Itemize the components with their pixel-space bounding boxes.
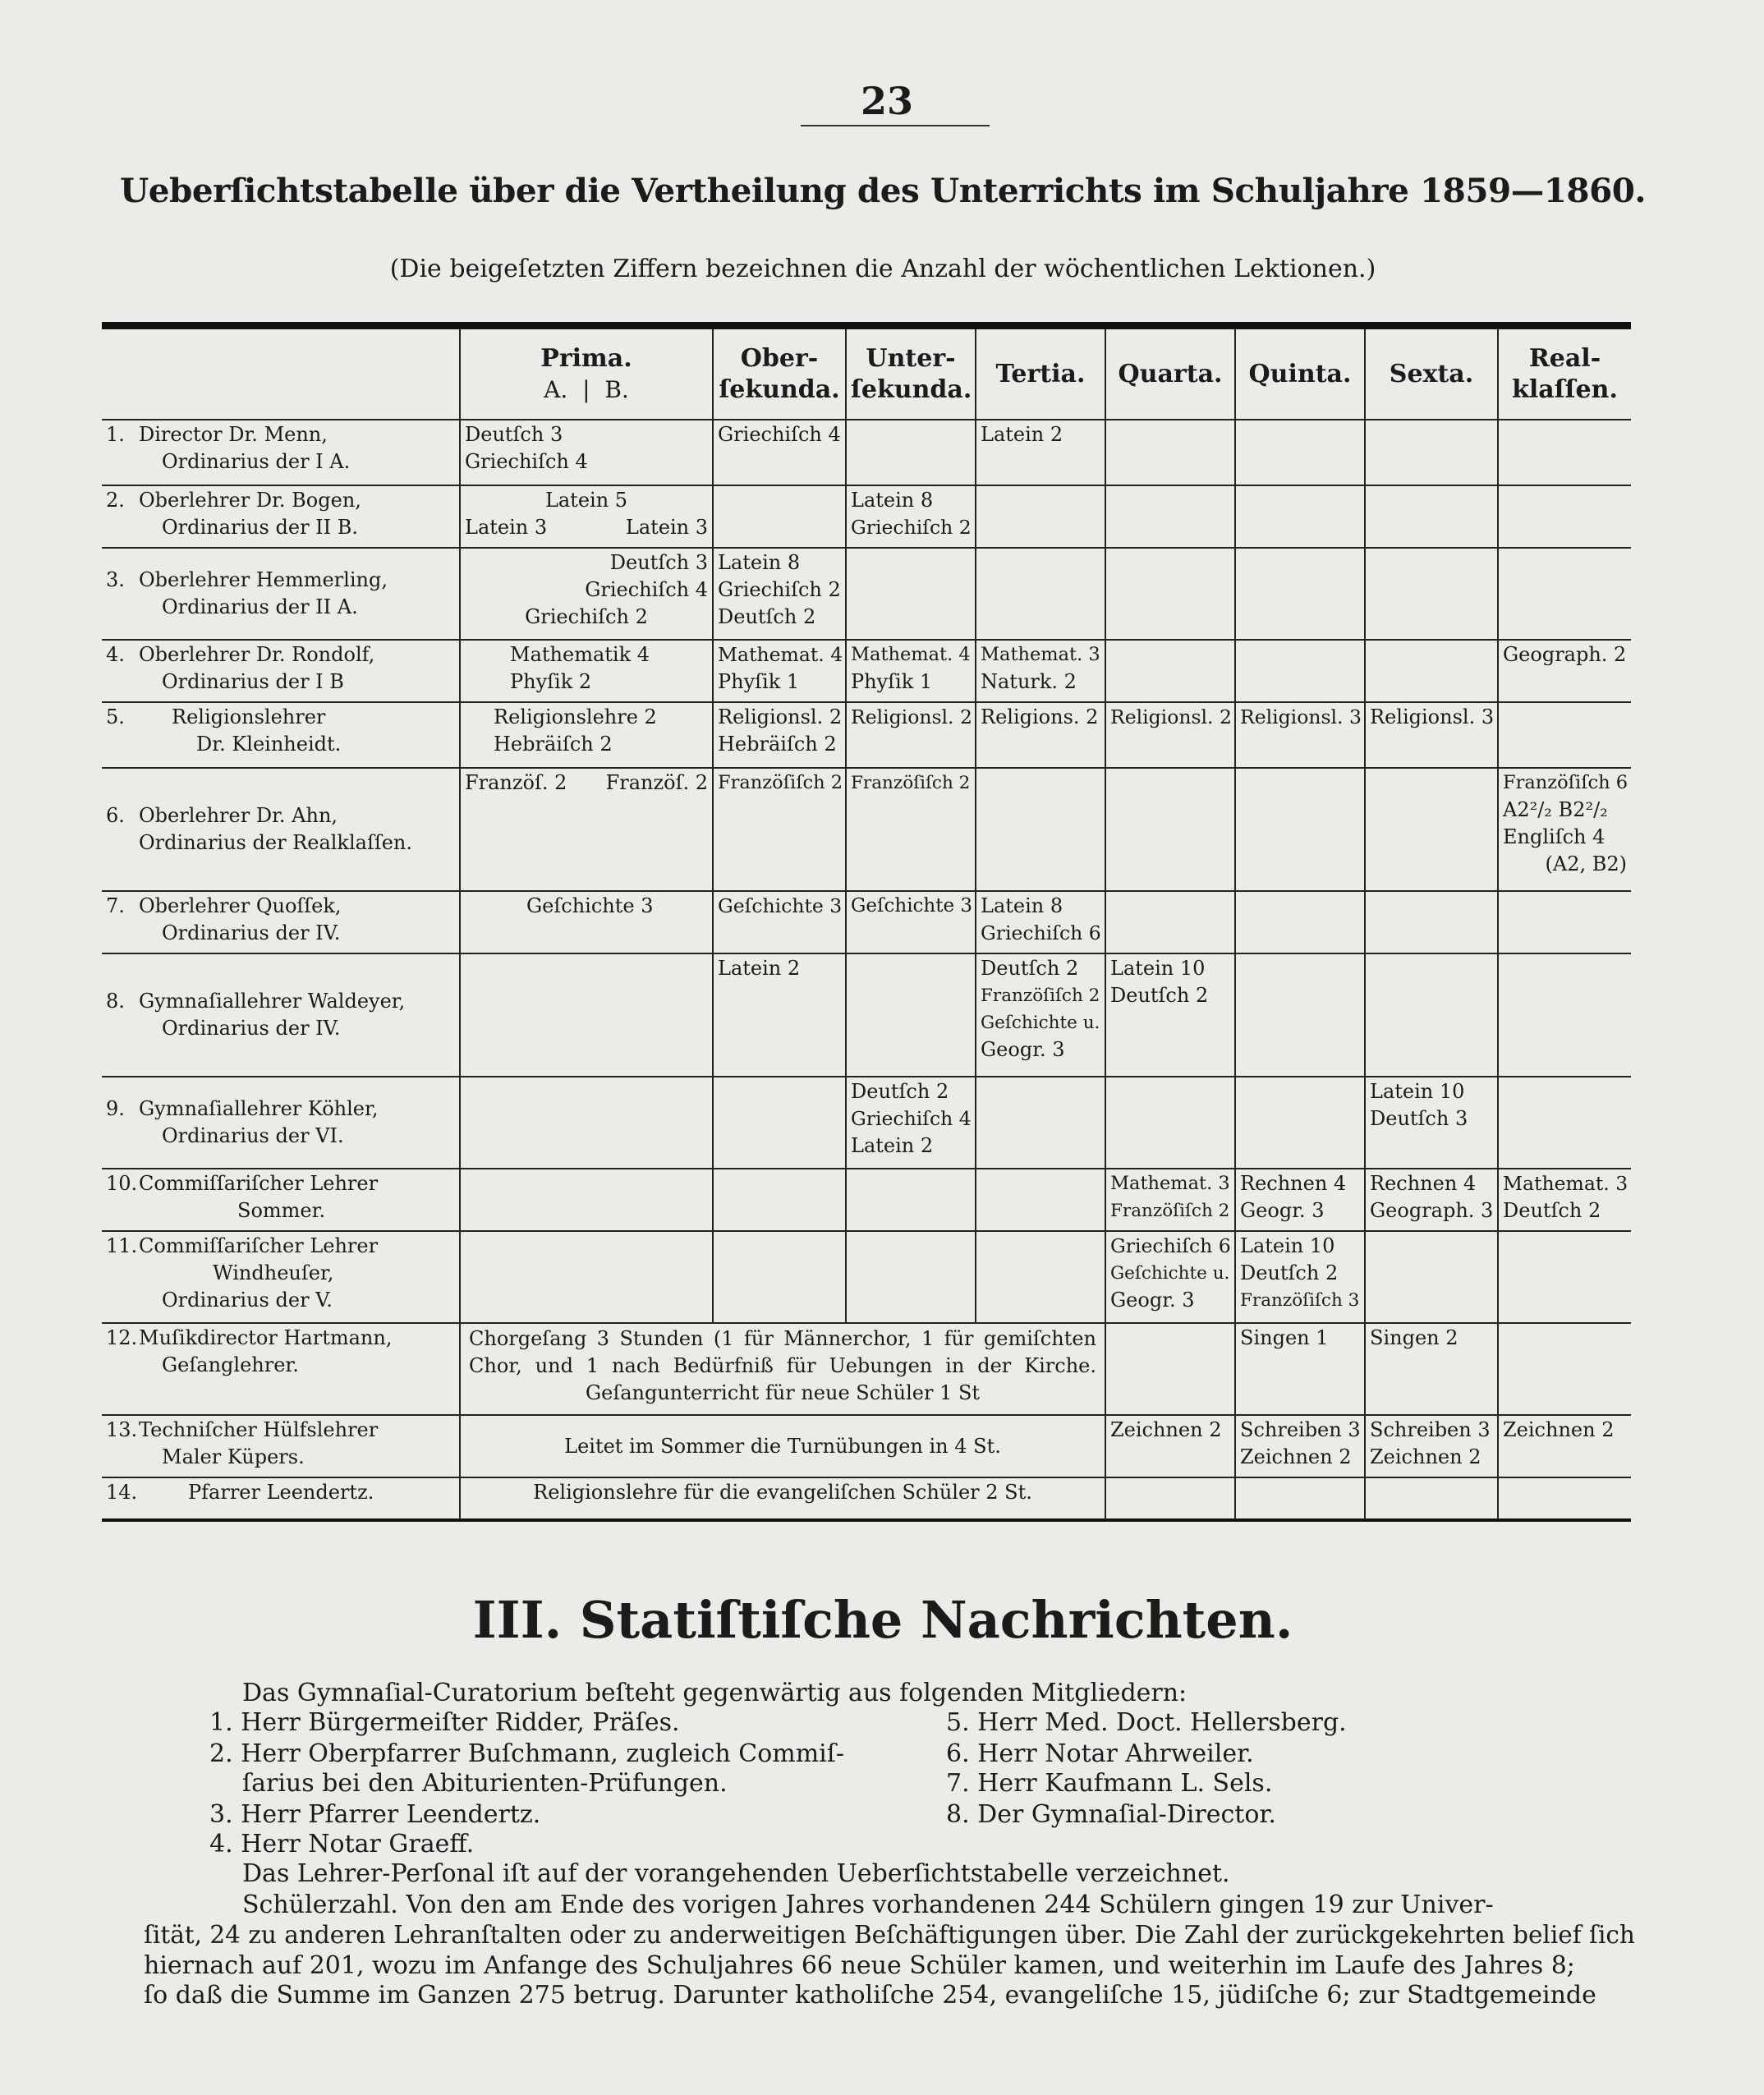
lesson: Latein 8 (981, 894, 1063, 917)
header-untersekunda: Unter-ſekunda. (846, 329, 976, 420)
member-item: 2. Herr Oberpfarrer Buſchmann, zugleich Commiſ- (209, 1739, 845, 1768)
cell-prima (460, 420, 713, 485)
member-item: 8. Der Gymnaſial-Director. (946, 1800, 1276, 1829)
row-number: 7. (106, 894, 125, 917)
cell-quarta (1105, 768, 1235, 891)
lesson: Griechiſch 4 (718, 423, 841, 446)
cell-realklassen (1498, 953, 1631, 1077)
cell-tertia (976, 485, 1105, 548)
cell-untersekunda (846, 702, 976, 768)
cell-quarta (1105, 548, 1235, 640)
lesson: Geogr. 3 (1240, 1199, 1325, 1222)
table-row (102, 953, 1631, 1077)
cell-quinta (1235, 1169, 1365, 1231)
cell-quarta (1105, 1231, 1235, 1323)
cell-obersekunda (713, 702, 846, 768)
teacher-role: Ordinarius der II A. (162, 595, 358, 618)
teacher-cell (102, 953, 460, 1077)
prima-b: B. (604, 375, 629, 403)
prima-a: A. (544, 375, 568, 403)
cell-tertia (976, 702, 1105, 768)
lesson: Latein 8 (718, 551, 801, 574)
cell-sexta (1365, 1477, 1498, 1518)
cell-obersekunda (713, 953, 846, 1077)
cell-untersekunda (846, 1231, 976, 1323)
lesson: Naturk. 2 (981, 670, 1077, 693)
cell-prima (460, 768, 713, 891)
teacher-cell (102, 768, 460, 891)
header-prima (460, 329, 713, 420)
cell-quarta (1105, 1323, 1235, 1415)
cell-tertia (976, 1077, 1105, 1169)
lesson: Latein 5 (544, 489, 628, 512)
cell-quarta (1105, 1415, 1235, 1477)
cell-untersekunda (846, 1077, 976, 1169)
cell-prima (460, 1169, 713, 1231)
lesson: Deutſch 2 (1110, 984, 1209, 1007)
cell-prima (460, 640, 713, 702)
lesson: Hebräiſch 2 (494, 733, 613, 756)
cell-obersekunda (713, 1169, 846, 1231)
header-realklassen: Real-klaſſen. (1498, 329, 1631, 420)
lesson: Griechiſch 2 (525, 605, 648, 628)
lesson: Religions. 2 (981, 705, 1099, 728)
page-number: 23 (860, 79, 913, 123)
teacher-cell (102, 891, 460, 953)
lesson: Religionsl. 2 (718, 705, 843, 728)
teacher-name: Oberlehrer Quoſſek, (139, 894, 342, 917)
cell-prima (460, 1231, 713, 1323)
row-number: 6. (106, 804, 125, 827)
cell-realklassen (1498, 485, 1631, 548)
cell-quarta (1105, 1169, 1235, 1231)
teacher-role: Sommer. (237, 1199, 326, 1222)
lesson: Schreiben 3 (1240, 1418, 1361, 1441)
lesson: Singen 1 (1240, 1326, 1329, 1349)
teacher-name: Oberlehrer Dr. Rondolf, (139, 643, 375, 666)
cell-tertia (976, 640, 1105, 702)
cell-realklassen (1498, 1323, 1631, 1415)
cell-quarta (1105, 891, 1235, 953)
cell-prima (460, 891, 713, 953)
lesson: Hebräiſch 2 (718, 733, 837, 756)
lesson: Franzöſiſch 3 (1240, 1290, 1360, 1311)
lesson: Franzöſiſch 2 (981, 985, 1100, 1006)
lesson: Franzöſiſch 2 (851, 773, 971, 793)
table-row (102, 1477, 1631, 1518)
cell-quarta (1105, 702, 1235, 768)
prima-label: Prima. (540, 343, 632, 373)
table-row (102, 1077, 1631, 1169)
lesson: Latein 10 (1370, 1080, 1465, 1103)
lesson: Zeichnen 2 (1110, 1418, 1222, 1441)
cell-realklassen (1498, 640, 1631, 702)
cell-tertia (976, 953, 1105, 1077)
cell-prima (460, 1077, 713, 1169)
header-obersekunda: Ober-ſekunda. (713, 329, 846, 420)
row-number: 3. (106, 568, 125, 591)
teacher-role: Ordinarius der IV. (162, 1017, 341, 1040)
lesson: Religionsl. 2 (1110, 705, 1232, 728)
lesson: Deutſch 3 (465, 423, 563, 446)
teacher-role: Windheuſer, (213, 1261, 334, 1284)
cell-quarta (1105, 1077, 1235, 1169)
teacher-name: Oberlehrer Dr. Bogen, (139, 489, 361, 512)
cell-prima (460, 702, 713, 768)
teacher-cell (102, 1077, 460, 1169)
cell-realklassen (1498, 891, 1631, 953)
top-heavy-rule (102, 322, 1631, 329)
teacher-role: Maler Küpers. (162, 1445, 305, 1468)
lesson: Geſchichte 3 (526, 894, 654, 917)
cell-obersekunda (713, 1231, 846, 1323)
cell-sexta (1365, 485, 1498, 548)
row-number: 2. (106, 489, 125, 512)
table-row (102, 702, 1631, 768)
cell-quinta (1235, 548, 1365, 640)
lesson: Rechnen 4 (1240, 1172, 1347, 1195)
teacher-role: Ordinarius der I B (162, 670, 344, 693)
teacher-cell (102, 420, 460, 485)
teacher-role: Dr. Kleinheidt. (196, 733, 342, 756)
bottom-rule (102, 1518, 1631, 1522)
lesson: Geograph. 2 (1503, 643, 1627, 666)
lesson: Griechiſch 2 (718, 578, 841, 601)
row-number: 8. (106, 990, 125, 1013)
cell-obersekunda (713, 768, 846, 891)
lesson: Latein 8 (851, 489, 934, 512)
cell-realklassen (1498, 1477, 1631, 1518)
lesson: Mathemat. 4 (851, 644, 971, 665)
teacher-role: Geſanglehrer. (162, 1353, 299, 1376)
curatorium-intro: Das Gymnaſial-Curatorium beſteht gegenwärtig aus folgenden Mitgliedern: (242, 1679, 1187, 1707)
cell-span-gymnastics: Leitet im Sommer die Turnübungen in 4 St. (460, 1415, 1105, 1477)
cell-untersekunda (846, 640, 976, 702)
lesson: Mathematik 4 (510, 643, 650, 666)
cell-prima (460, 953, 713, 1077)
teacher-name: Director Dr. Menn, (139, 423, 328, 446)
table-row (102, 420, 1631, 485)
row-number: 9. (106, 1097, 125, 1120)
lesson: Deutſch 3 (609, 551, 708, 574)
lesson: Engliſch 4 (1503, 825, 1606, 848)
lesson: Deutſch 2 (1240, 1261, 1339, 1284)
table-row (102, 1169, 1631, 1231)
cell-untersekunda (846, 548, 976, 640)
cell-obersekunda (713, 485, 846, 548)
table-subtitle: (Die beigeſetzten Ziffern bezeichnen die Anzahl der wöchentlichen Lektionen.) (389, 255, 1376, 283)
cell-sexta (1365, 1169, 1498, 1231)
teacher-name: Gymnaſiallehrer Waldeyer, (139, 990, 406, 1013)
cell-quarta (1105, 420, 1235, 485)
cell-quinta (1235, 1077, 1365, 1169)
teacher-cell (102, 1323, 460, 1415)
table-row (102, 891, 1631, 953)
cell-untersekunda (846, 420, 976, 485)
teacher-name: Oberlehrer Dr. Ahn, (139, 804, 338, 827)
row-number: 11. (106, 1234, 138, 1257)
cell-untersekunda (846, 768, 976, 891)
cell-sexta (1365, 548, 1498, 640)
cell-obersekunda (713, 548, 846, 640)
row-number: 12. (106, 1326, 138, 1349)
paragraph-line: Schülerzahl. Von den am Ende des vorigen Jahres vorhandenen 244 Schülern gingen 19 zur Univer- (242, 1891, 1494, 1919)
cell-quinta (1235, 953, 1365, 1077)
cell-sexta (1365, 1323, 1498, 1415)
cell-tertia (976, 1231, 1105, 1323)
lesson: Franzöſiſch 2 (1110, 1201, 1230, 1221)
lesson: Mathemat. 4 (718, 643, 843, 666)
cell-sexta (1365, 1077, 1498, 1169)
member-item: 1. Herr Bürgermeiſter Ridder, Präſes. (209, 1708, 680, 1737)
paragraph-line: ſo daß die Summe im Ganzen 275 betrug. Darunter katholiſche 254, evangeliſche 15, jüdiſche 6; zur Stadtgemeinde (144, 1981, 1596, 2010)
cell-quinta (1235, 891, 1365, 953)
lesson: Latein 2 (718, 957, 801, 980)
teacher-role: Ordinarius der IV. (162, 921, 341, 944)
member-item: 5. Herr Med. Doct. Hellersberg. (946, 1708, 1347, 1737)
cell-quarta (1105, 953, 1235, 1077)
member-item: ſarius bei den Abiturienten-Prüfungen. (242, 1769, 728, 1798)
section-title: III. Statiſtiſche Nachrichten. (472, 1590, 1293, 1650)
cell-realklassen (1498, 420, 1631, 485)
cell-quinta (1235, 420, 1365, 485)
header-sexta: Sexta. (1365, 329, 1498, 420)
table-row (102, 768, 1631, 891)
cell-obersekunda (713, 891, 846, 953)
cell-quarta (1105, 1477, 1235, 1518)
table-title: Ueberſichtstabelle über die Vertheilung des Unterrichts im Schuljahre 1859—1860. (119, 171, 1647, 210)
lesson: Mathemat. 3 (981, 644, 1100, 665)
lesson: Franzöſiſch 2 (718, 772, 843, 793)
table-row (102, 1231, 1631, 1323)
cell-untersekunda (846, 485, 976, 548)
teacher-cell (102, 702, 460, 768)
lesson: Schreiben 3 (1370, 1418, 1491, 1441)
lesson: Geogr. 3 (1110, 1289, 1195, 1312)
cell-quinta (1235, 640, 1365, 702)
lesson: Singen 2 (1370, 1326, 1459, 1349)
paragraph-line: ſität, 24 zu anderen Lehranſtalten oder zu anderweitigen Beſchäftigungen über. Die Zahl der zurückgekehrten belief ſich (144, 1921, 1635, 1949)
lesson: Religionsl. 3 (1240, 705, 1362, 728)
cell-prima (460, 548, 713, 640)
cell-quinta (1235, 1415, 1365, 1477)
cell-prima (460, 485, 713, 548)
teacher-name: Gymnaſiallehrer Köhler, (139, 1097, 379, 1120)
paragraph-line: Das Lehrer-Perſonal iſt auf der vorangehenden Ueberſichtstabelle verzeichnet. (242, 1859, 1230, 1888)
row-number: 14. (106, 1481, 138, 1504)
lesson: Deutſch 2 (981, 957, 1079, 980)
lesson: Geſchichte u. (981, 1013, 1100, 1033)
cell-quarta (1105, 640, 1235, 702)
teacher-name: Commiſſariſcher Lehrer (139, 1172, 379, 1195)
cell-quinta (1235, 1477, 1365, 1518)
cell-quinta (1235, 768, 1365, 891)
cell-tertia (976, 548, 1105, 640)
cell-sexta (1365, 1231, 1498, 1323)
lesson: Deutſch 2 (1503, 1199, 1601, 1222)
paragraph-line: hiernach auf 201, wozu im Anfange des Schuljahres 66 neue Schüler kamen, und weiterhin im Laufe des Jahres 8; (144, 1951, 1575, 1980)
cell-sexta (1365, 768, 1498, 891)
lesson: Latein 2 (981, 423, 1063, 446)
table-row (102, 485, 1631, 548)
teacher-cell (102, 485, 460, 548)
lesson: Griechiſch 2 (851, 516, 972, 539)
cell-realklassen (1498, 1415, 1631, 1477)
lesson: Griechiſch 6 (1110, 1234, 1231, 1257)
cell-untersekunda (846, 1169, 976, 1231)
lesson: Deutſch 2 (718, 605, 816, 628)
row-number: 10. (106, 1172, 138, 1195)
cell-sexta (1365, 640, 1498, 702)
lesson: Zeichnen 2 (1240, 1445, 1352, 1468)
cell-quarta (1105, 485, 1235, 548)
page-number-rule (801, 125, 990, 126)
teacher-cell (102, 1169, 460, 1231)
lesson: Griechiſch 4 (585, 578, 708, 601)
header-teacher (102, 329, 460, 420)
header-row (102, 329, 1631, 420)
member-item: 3. Herr Pfarrer Leendertz. (209, 1800, 541, 1829)
lesson: Geſchichte 3 (718, 894, 843, 917)
cell-sexta (1365, 1415, 1498, 1477)
teacher-name: Oberlehrer Hemmerling, (139, 568, 388, 591)
cell-realklassen (1498, 548, 1631, 640)
lesson: Deutſch 3 (1370, 1107, 1468, 1130)
cell-realklassen (1498, 1231, 1631, 1323)
lesson: Franzöſ. 2 (605, 771, 708, 794)
cell-quinta (1235, 1323, 1365, 1415)
lesson: Phyſik 1 (718, 670, 800, 693)
teacher-name: Muſikdirector Hartmann, (139, 1326, 393, 1349)
cell-untersekunda (846, 891, 976, 953)
lesson: Geſchichte 3 (851, 895, 973, 917)
cell-realklassen (1498, 768, 1631, 891)
teacher-role: Ordinarius der Realklaſſen. (139, 831, 413, 854)
lesson: Deutſch 2 (851, 1080, 949, 1103)
cell-untersekunda (846, 953, 976, 1077)
teacher-name: Pfarrer Leendertz. (188, 1481, 374, 1504)
teaching-distribution-table (102, 329, 1631, 1518)
teacher-cell (102, 548, 460, 640)
teacher-name: Religionslehrer (172, 705, 326, 728)
cell-tertia (976, 420, 1105, 485)
lesson: Latein 3 (465, 516, 548, 539)
teacher-cell (102, 1477, 460, 1518)
row-number: 5. (106, 705, 125, 728)
row-number: 1. (106, 423, 125, 446)
lesson: Griechiſch 6 (981, 921, 1101, 944)
cell-realklassen (1498, 1169, 1631, 1231)
lesson: A2²/₂ B2²/₂ (1503, 798, 1608, 821)
lesson: Mathemat. 3 (1110, 1173, 1230, 1194)
lesson: Geogr. 3 (981, 1038, 1065, 1061)
lesson: Religionslehre 2 (494, 705, 657, 728)
table-row (102, 1323, 1631, 1415)
lesson: Religionsl. 2 (851, 705, 972, 728)
lesson: Latein 2 (851, 1134, 934, 1157)
lesson: Religionsl. 3 (1370, 705, 1495, 728)
lesson: Phyſik 1 (851, 670, 933, 693)
member-item: 4. Herr Notar Graeff. (209, 1830, 475, 1858)
cell-sexta (1365, 891, 1498, 953)
cell-quinta (1235, 485, 1365, 548)
cell-quinta (1235, 1231, 1365, 1323)
cell-obersekunda (713, 1077, 846, 1169)
teacher-cell (102, 640, 460, 702)
lesson: Griechiſch 4 (851, 1107, 972, 1130)
cell-sexta (1365, 420, 1498, 485)
lesson: Franzöſ. 2 (465, 771, 567, 794)
teacher-cell (102, 1415, 460, 1477)
teacher-role: Ordinarius der I A. (162, 450, 351, 473)
lesson: Franzöſiſch 6 (1503, 772, 1628, 793)
teacher-name: Techniſcher Hülfslehrer (139, 1418, 379, 1441)
cell-obersekunda (713, 420, 846, 485)
teacher-name: Commiſſariſcher Lehrer (139, 1234, 379, 1257)
teacher-cell (102, 1231, 460, 1323)
lesson: Phyſik 2 (510, 670, 592, 693)
cell-realklassen (1498, 702, 1631, 768)
member-item: 6. Herr Notar Ahrweiler. (946, 1739, 1254, 1768)
lesson: Rechnen 4 (1370, 1172, 1477, 1195)
table-row (102, 640, 1631, 702)
lesson: Geograph. 3 (1370, 1199, 1494, 1222)
prima-sub: A. | B. (544, 375, 629, 403)
cell-span-protestant: Religionslehre für die evangeliſchen Schüler 2 St. (460, 1477, 1105, 1518)
lesson: Zeichnen 2 (1503, 1418, 1615, 1441)
member-item: 7. Herr Kaufmann L. Sels. (946, 1769, 1273, 1798)
table-row (102, 548, 1631, 640)
lesson: Geſchichte u. (1110, 1263, 1230, 1284)
lesson: Zeichnen 2 (1370, 1445, 1481, 1468)
cell-tertia (976, 891, 1105, 953)
row-number: 4. (106, 643, 125, 666)
teacher-role: Ordinarius der VI. (162, 1124, 344, 1147)
cell-realklassen (1498, 1077, 1631, 1169)
row-number: 13. (106, 1418, 138, 1441)
header-quarta: Quarta. (1105, 329, 1235, 420)
teacher-role: Ordinarius der V. (162, 1289, 333, 1312)
lesson: Latein 10 (1110, 957, 1206, 980)
header-tertia: Tertia. (976, 329, 1105, 420)
teacher-role: Ordinarius der II B. (162, 516, 359, 539)
cell-sexta (1365, 953, 1498, 1077)
table-row (102, 1415, 1631, 1477)
lesson: Mathemat. 3 (1503, 1172, 1628, 1195)
cell-sexta (1365, 702, 1498, 768)
lesson: Latein 10 (1240, 1234, 1335, 1257)
header-quinta: Quinta. (1235, 329, 1365, 420)
lesson: Latein 3 (625, 516, 708, 539)
cell-quinta (1235, 702, 1365, 768)
cell-tertia (976, 1169, 1105, 1231)
lesson: (A2, B2) (1545, 852, 1627, 875)
cell-tertia (976, 768, 1105, 891)
cell-obersekunda (713, 640, 846, 702)
lesson: Griechiſch 4 (465, 450, 588, 473)
cell-span-music: Chorgeſang 3 Stunden (1 für Männerchor, 1 für gemiſchten Chor, und 1 nach Bedürfniß für Uebungen in der Kirche. Geſangunterricht für neue Schüler 1 St (460, 1323, 1105, 1415)
